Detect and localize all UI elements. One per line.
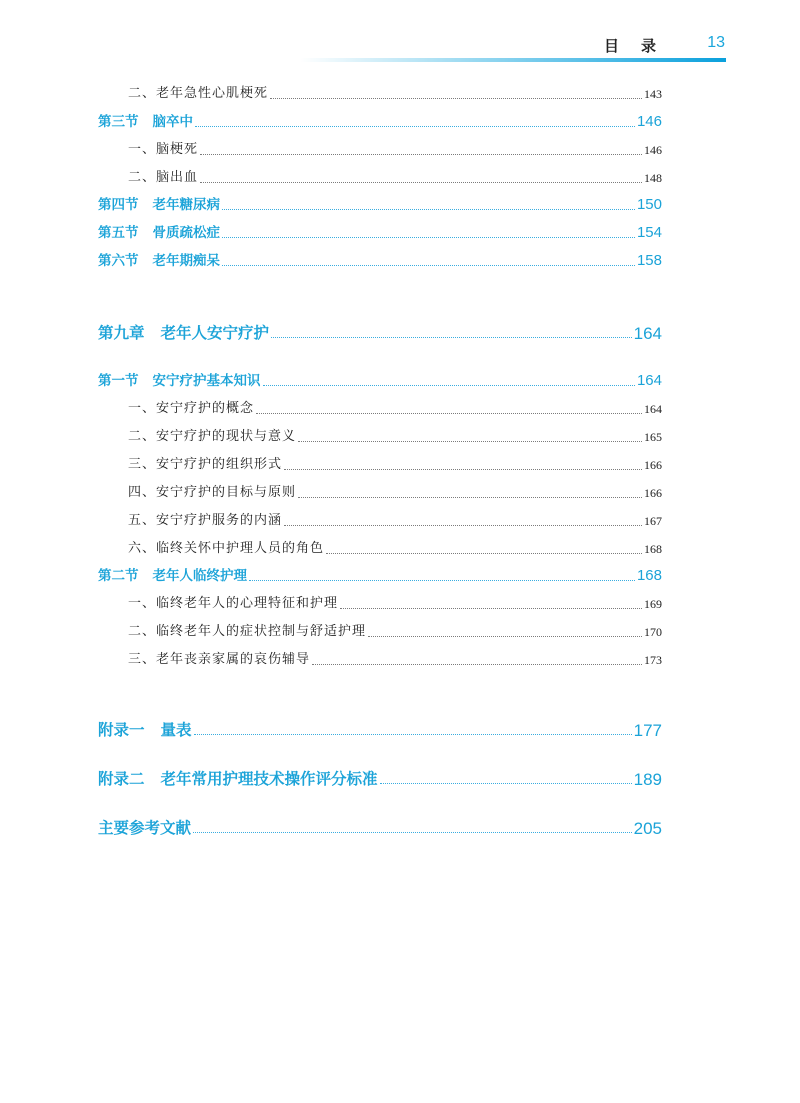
toc-page-number: 168 [636, 567, 662, 584]
toc-page-number: 166 [644, 486, 662, 500]
toc-page-number: 167 [644, 514, 662, 528]
toc-page-number: 164 [633, 324, 662, 343]
toc-page-number: 146 [636, 113, 662, 130]
toc-section[interactable] [98, 195, 662, 215]
toc-label: 第四节 [98, 197, 139, 213]
dot-leader [222, 209, 635, 210]
toc-label: 第二节 [98, 568, 139, 584]
toc-label: 第九章 [98, 325, 145, 342]
toc-title: 一、脑梗死 [128, 142, 199, 157]
toc-page-number: 150 [636, 196, 662, 213]
toc-entry[interactable] [128, 594, 662, 614]
toc-title [98, 223, 220, 243]
toc-section[interactable] [98, 566, 662, 586]
toc-heading: 骨质疏松症 [152, 225, 220, 241]
toc-title: 二、脑出血 [128, 170, 199, 185]
toc-heading: 老年常用护理技术操作评分标准 [160, 771, 378, 788]
toc-title [98, 195, 220, 215]
toc-heading: 脑卒中 [152, 114, 193, 130]
dot-leader [312, 664, 642, 665]
toc-section[interactable] [98, 251, 662, 271]
dot-leader [298, 441, 642, 442]
toc-chapter[interactable] [98, 817, 662, 839]
toc-chapter[interactable] [98, 719, 662, 741]
toc-title [98, 112, 193, 132]
dot-leader [271, 337, 632, 338]
toc-entry[interactable] [128, 650, 662, 670]
toc-label: 第五节 [98, 225, 139, 241]
toc-title: 一、临终老年人的心理特征和护理 [128, 596, 339, 611]
toc-label: 第六节 [98, 253, 139, 269]
toc-entry[interactable] [128, 427, 662, 447]
toc-title [98, 371, 261, 391]
toc-page-number: 189 [633, 770, 662, 789]
toc-title: 三、安宁疗护的组织形式 [128, 457, 283, 472]
toc-title: 二、老年急性心肌梗死 [128, 86, 269, 101]
toc-label: 附录二 [98, 771, 145, 788]
dot-leader [222, 265, 635, 266]
toc-entry[interactable] [128, 539, 662, 559]
toc-title: 一、安宁疗护的概念 [128, 401, 255, 416]
toc-title [98, 251, 220, 271]
toc-title [98, 566, 247, 586]
dot-leader [263, 385, 635, 386]
toc-page-number: 154 [636, 224, 662, 241]
toc-entry[interactable] [128, 399, 662, 419]
toc-title: 二、安宁疗护的现状与意义 [128, 429, 297, 444]
toc-entry[interactable] [128, 622, 662, 642]
toc-title [98, 324, 269, 344]
toc-entry[interactable] [128, 455, 662, 475]
header-rule [300, 58, 726, 62]
dot-leader [284, 469, 642, 470]
dot-leader [298, 497, 642, 498]
dot-leader [270, 98, 642, 99]
dot-leader [380, 783, 632, 784]
toc-title [98, 770, 378, 790]
toc-label: 第三节 [98, 114, 139, 130]
toc-page-number: 177 [633, 721, 662, 740]
toc-section[interactable] [98, 223, 662, 243]
dot-leader [368, 636, 642, 637]
toc-heading: 老年期痴呆 [152, 253, 220, 269]
dot-leader [326, 553, 642, 554]
page-number: 13 [707, 34, 725, 51]
toc-title: 三、老年丧亲家属的哀伤辅导 [128, 652, 311, 667]
toc-page-number: 164 [636, 372, 662, 389]
toc-title: 五、安宁疗护服务的内涵 [128, 513, 283, 528]
dot-leader [256, 413, 642, 414]
dot-leader [340, 608, 642, 609]
toc-page-number: 166 [644, 458, 662, 472]
toc-title: 四、安宁疗护的目标与原则 [128, 485, 297, 500]
toc-title: 主要参考文献 [98, 820, 192, 837]
toc-chapter[interactable] [98, 768, 662, 790]
dot-leader [200, 182, 642, 183]
toc-page-number: 164 [644, 402, 662, 416]
toc-page-number: 169 [644, 597, 662, 611]
toc-page-number: 168 [644, 542, 662, 556]
toc-page-number: 165 [644, 430, 662, 444]
dot-leader [222, 237, 635, 238]
toc-title: 六、临终关怀中护理人员的角色 [128, 541, 325, 556]
dot-leader [193, 832, 632, 833]
toc-label: 第一节 [98, 373, 139, 389]
toc-title [98, 721, 192, 741]
dot-leader [194, 734, 632, 735]
dot-leader [284, 525, 642, 526]
toc-entry[interactable] [128, 140, 662, 160]
toc-section[interactable] [98, 371, 662, 391]
toc-entry[interactable] [128, 511, 662, 531]
toc-heading: 老年糖尿病 [152, 197, 220, 213]
toc-heading: 老年人安宁疗护 [160, 325, 270, 342]
toc-page-number: 158 [636, 252, 662, 269]
toc-page-number: 146 [644, 143, 662, 157]
toc-entry[interactable] [128, 84, 662, 104]
dot-leader [249, 580, 635, 581]
toc-entry[interactable] [128, 168, 662, 188]
toc-section[interactable] [98, 112, 662, 132]
toc-page-number: 148 [644, 171, 662, 185]
toc-label: 附录一 [98, 722, 145, 739]
dot-leader [200, 154, 642, 155]
toc-page-number: 143 [644, 87, 662, 101]
header-title: 目录 [603, 37, 678, 55]
toc-page-number: 173 [644, 653, 662, 667]
toc-heading: 量表 [160, 722, 192, 739]
toc-chapter[interactable] [98, 322, 662, 344]
toc-heading: 老年人临终护理 [152, 568, 247, 584]
toc-heading: 安宁疗护基本知识 [152, 373, 261, 389]
toc-title: 二、临终老年人的症状控制与舒适护理 [128, 624, 367, 639]
dot-leader [195, 126, 635, 127]
toc-page-number: 205 [633, 819, 662, 838]
toc-page-number: 170 [644, 625, 662, 639]
page-header [0, 0, 800, 70]
toc-entry[interactable] [128, 483, 662, 503]
